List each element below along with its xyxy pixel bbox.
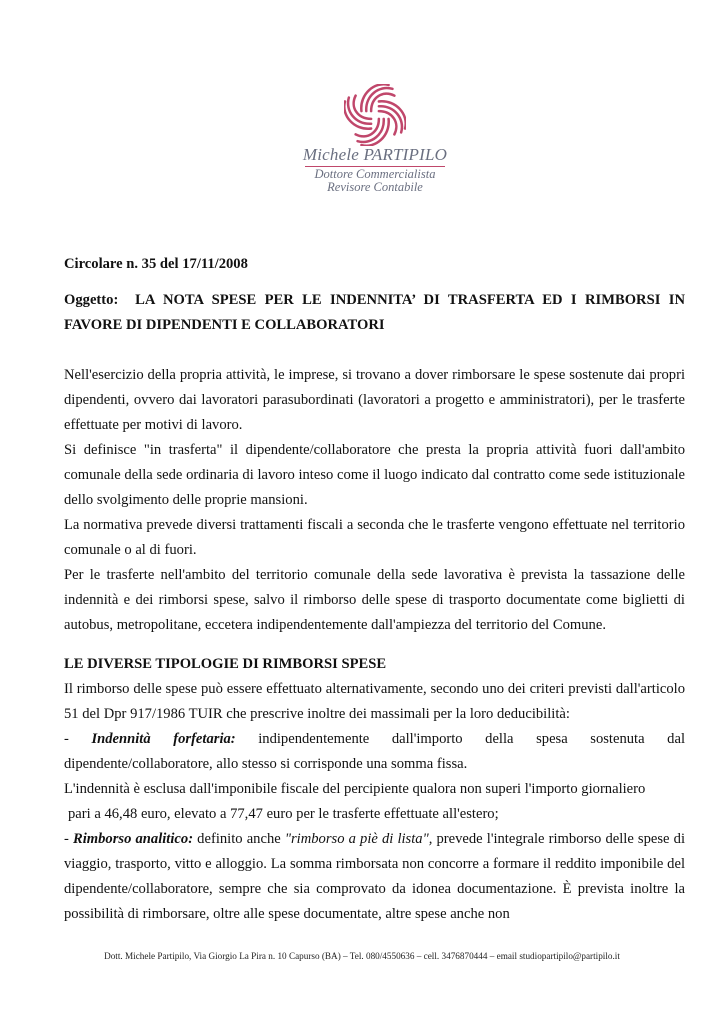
swirl-logo-icon	[344, 84, 406, 146]
indennita-text: indipendentemente dall'importo della spesa sostenuta dal dipendente/collaboratore, allo stesso si corrisponde una somma fissa.	[64, 731, 685, 772]
subject-heading	[64, 288, 685, 338]
logo-name: Michele PARTIPILO	[302, 145, 448, 164]
subject-line-2: FAVORE DI DIPENDENTI E COLLABORATORI	[64, 317, 385, 333]
subject-label: Oggetto:	[64, 292, 119, 308]
list-item-indennita	[64, 727, 685, 777]
section-paragraph-2b: pari a 46,48 euro, elevato a 77,47 euro per le trasferte effettuate all'estero;	[68, 806, 499, 822]
section-paragraph-2: L'indennità è esclusa dall'imponibile fiscale del percipiente qualora non superi l'importo giornaliero	[64, 781, 646, 797]
logo-subtitle-2: Revisore Contabile	[327, 180, 423, 194]
intro-paragraph-3: La normativa prevede diversi trattamenti fiscali a seconda che le trasferte vengono effettuate nel territorio comunale o al di fuori.	[64, 517, 685, 558]
list-item-rimborso	[64, 827, 685, 927]
list-dash: -	[64, 831, 73, 847]
rimborso-label: Rimborso analitico:	[72, 831, 194, 847]
intro-paragraph-1: Nell'esercizio della propria attività, le imprese, si trovano a dover rimborsare le spese sostenute dai propri dipendenti, ovvero dai lavoratori parasubordinati (lavoratori a progetto e amministratori), per le trasferte effettuate per motivi di lavoro.	[64, 367, 685, 433]
intro-paragraph-2: Si definisce "in trasferta" il dipendente/collaboratore che presta la propria attività fuori dall'ambito comunale della sede ordinaria di lavoro inteso come il luogo indicato dal contratto come sede istituzionale dello svolgimento delle proprie mansioni.	[64, 442, 685, 508]
rimborso-quote: "rimborso a piè di lista",	[284, 831, 433, 847]
subject-line-1	[64, 288, 685, 313]
document-body	[64, 252, 685, 927]
rimborso-pre: definito anche	[193, 831, 285, 847]
list-dash: -	[64, 731, 92, 747]
page-footer: Dott. Michele Partipilo, Via Giorgio La Pira n. 10 Capurso (BA) – Tel. 080/4550636 – cell. 3476870444 – email studiopartipilo@partipilo.it	[104, 951, 620, 961]
section-title: LE DIVERSE TIPOLOGIE DI RIMBORSI SPESE	[64, 656, 387, 672]
circolare-heading: Circolare n. 35 del 17/11/2008	[64, 256, 248, 272]
section-paragraph-1: Il rimborso delle spese può essere effettuato alternativamente, secondo uno dei criteri previsti dall'articolo 51 del Dpr 917/1986 TUIR che prescrive inoltre dei massimali per la loro deducibilità:	[64, 681, 685, 722]
subject-text-1: LA NOTA SPESE PER LE INDENNITA’ DI TRASFERTA ED I RIMBORSI IN	[135, 292, 685, 308]
indennita-label: Indennità forfetaria:	[91, 731, 236, 747]
rimborso-text: prevede l'integrale rimborso delle spese di viaggio, trasporto, vitto e alloggio. La somma rimborsata non concorre a formare il reddito imponibile del dipendente/collaboratore, sempre che sia comprovato da idonea documentazione. È prevista inoltre la possibilità di rimborsare, oltre alle spese documentate, altre spese anche non	[64, 831, 685, 922]
letterhead-logo	[290, 84, 460, 202]
intro-paragraph-4: Per le trasferte nell'ambito del territorio comunale della sede lavorativa è prevista la tassazione delle indennità e dei rimborsi spese, salvo il rimborso delle spese di trasporto documentate come biglietti di autobus, metropolitane, eccetera indipendentemente dall'ampiezza del territorio del Comune.	[64, 567, 685, 633]
logo-subtitle-1: Dottore Commercialista	[314, 167, 436, 181]
